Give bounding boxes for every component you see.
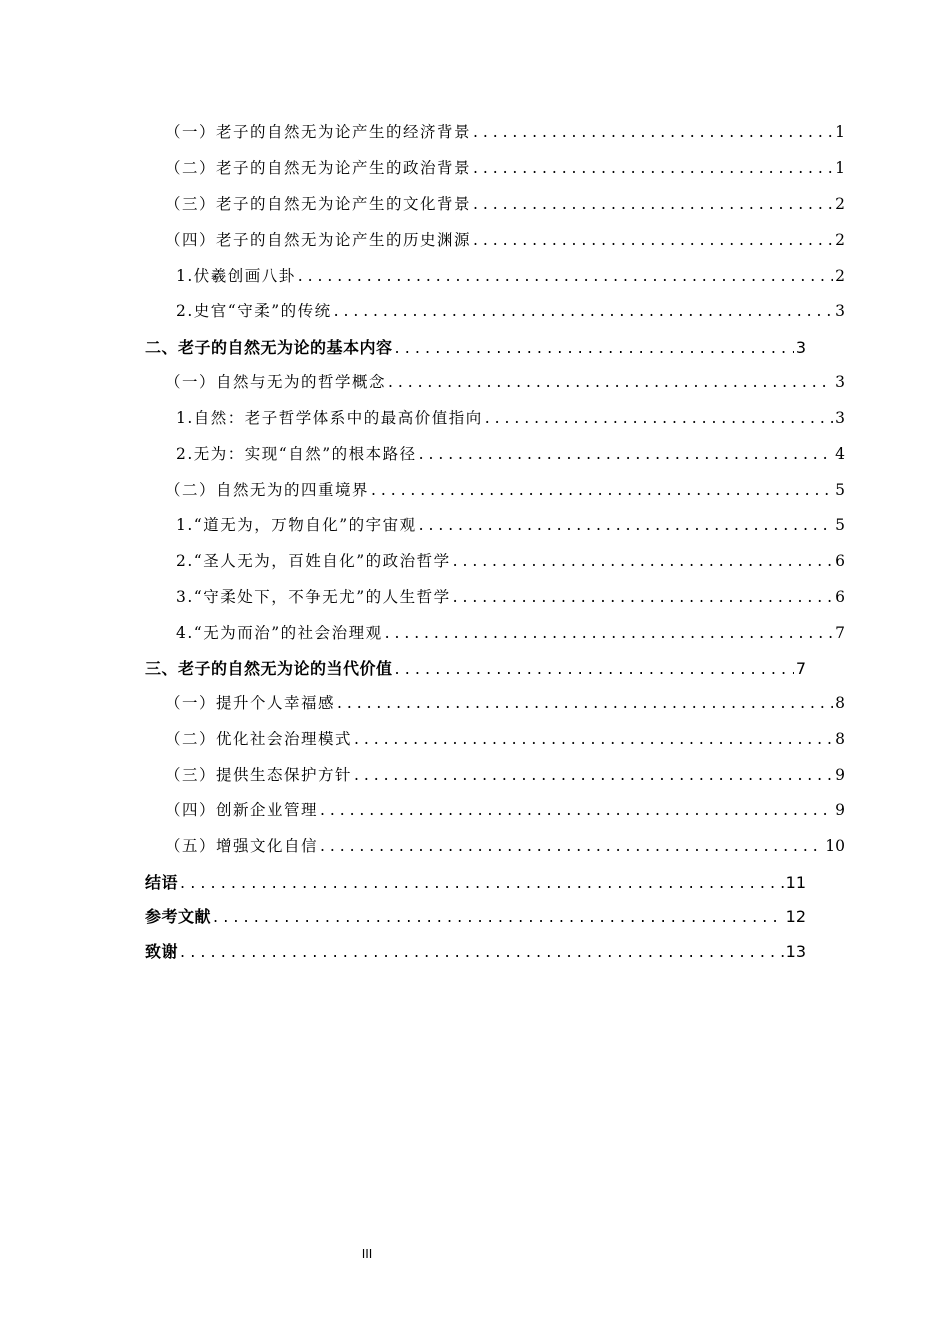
toc-entry-title: 2.史官“守柔”的传统 [176,302,332,320]
toc-entry[interactable] [165,192,845,214]
toc-entry-title: 4.“无为而治”的社会治理观 [176,624,383,642]
toc-entry-title: （四）老子的自然无为论产生的历史渊源 [165,231,472,249]
toc-entry-page: 7 [795,659,806,678]
toc-leader-dots [395,659,794,678]
toc-entry-title: （二）优化社会治理模式 [165,730,353,748]
toc-entry-page: 7 [835,624,845,642]
toc-entry-title: 致谢 [145,942,179,961]
toc-entry-title: （二）自然无为的四重境界 [165,481,370,499]
toc-entry[interactable] [165,763,845,785]
toc-leader-dots [180,873,784,892]
toc-entry-page: 4 [835,445,845,463]
toc-leader-dots [320,801,833,819]
toc-entry-page: 5 [835,481,845,499]
toc-entry-title: 1.伏羲创画八卦 [176,267,296,285]
toc-leader-dots [473,195,833,213]
toc-entry-title: （四）创新企业管理 [165,801,319,819]
toc-leader-dots [419,445,833,463]
toc-leader-dots [354,730,833,748]
toc-leader-dots [473,159,833,177]
toc-entry-page: 10 [825,837,845,855]
toc-entry-title: 2.“圣人无为，百姓自化”的政治哲学 [176,552,451,570]
toc-leader-dots [320,837,823,855]
toc-entry[interactable] [176,585,845,607]
toc-entry-title: （二）老子的自然无为论产生的政治背景 [165,159,472,177]
toc-entry-page: 12 [785,907,806,926]
toc-entry-chapter[interactable] [145,870,806,893]
toc-entry-title: （三）老子的自然无为论产生的文化背景 [165,195,472,213]
toc-entry-title: 参考文献 [145,907,212,926]
toc-entry-page: 9 [835,766,845,784]
toc-entry-chapter[interactable] [145,656,806,679]
toc-entry-title: （五）增强文化自信 [165,837,319,855]
toc-leader-dots [419,516,833,534]
toc-entry-page: 6 [835,588,845,606]
toc-leader-dots [298,267,833,285]
toc-entry-title: （一）提升个人幸福感 [165,694,336,712]
toc-entry-page: 2 [835,231,845,249]
toc-entry-page: 5 [835,516,845,534]
page-number: III [361,1247,373,1261]
toc-entry-page: 2 [835,195,845,213]
toc-entry-title: 三、老子的自然无为论的当代价值 [145,659,393,678]
toc-entry[interactable] [165,120,845,142]
toc-leader-dots [485,409,833,427]
toc-entry-title: （一）老子的自然无为论产生的经济背景 [165,123,472,141]
toc-entry[interactable] [165,478,845,500]
toc-entry-page: 3 [835,373,845,391]
toc-entry[interactable] [176,621,845,643]
toc-entry-page: 8 [835,694,845,712]
toc-leader-dots [395,338,794,357]
toc-entry-page: 1 [835,123,845,141]
toc-entry-title: 2.无为：实现“自然”的根本路径 [176,445,417,463]
toc-entry-page: 1 [835,159,845,177]
toc-entry-page: 11 [785,873,806,892]
toc-entry[interactable] [176,299,845,321]
toc-entry[interactable] [176,264,845,286]
toc-leader-dots [473,123,833,141]
toc-entry-title: 结语 [145,873,179,892]
toc-entry-page: 9 [835,801,845,819]
toc-leader-dots [180,942,784,961]
toc-entry-title: 3.“守柔处下，不争无尤”的人生哲学 [176,588,451,606]
toc-leader-dots [337,694,833,712]
toc-leader-dots [385,624,833,642]
toc-leader-dots [388,373,833,391]
toc-entry-chapter[interactable] [145,335,806,358]
toc-leader-dots [354,766,833,784]
toc-entry[interactable] [176,406,845,428]
toc-entry[interactable] [165,228,845,250]
toc-leader-dots [473,231,833,249]
toc-entry-page: 6 [835,552,845,570]
toc-entry[interactable] [165,156,845,178]
toc-entry-title: 1.“道无为，万物自化”的宇宙观 [176,516,417,534]
toc-entry-title: 二、老子的自然无为论的基本内容 [145,338,393,357]
toc-entry-page: 13 [785,942,806,961]
toc-leader-dots [453,552,833,570]
toc-entry-page: 3 [835,302,845,320]
toc-entry[interactable] [176,549,845,571]
toc-entry[interactable] [165,370,845,392]
toc-entry-page: 2 [835,267,845,285]
toc-entry[interactable] [165,834,845,856]
toc-entry-title: （三）提供生态保护方针 [165,766,353,784]
toc-entry[interactable] [165,691,845,713]
toc-leader-dots [334,302,833,320]
toc-entry[interactable] [165,727,845,749]
toc-entry-page: 3 [835,409,845,427]
toc-entry-title: （一）自然与无为的哲学概念 [165,373,387,391]
toc-entry-chapter[interactable] [145,904,806,927]
toc-entry[interactable] [165,798,845,820]
toc-entry-chapter[interactable] [145,939,806,962]
toc-leader-dots [213,907,784,926]
toc-entry-title: 1.自然：老子哲学体系中的最高价值指向 [176,409,483,427]
toc-entry-page: 3 [795,338,806,357]
toc-entry[interactable] [176,513,845,535]
toc-leader-dots [371,481,833,499]
toc-entry-page: 8 [835,730,845,748]
toc-leader-dots [453,588,833,606]
toc-entry[interactable] [176,442,845,464]
